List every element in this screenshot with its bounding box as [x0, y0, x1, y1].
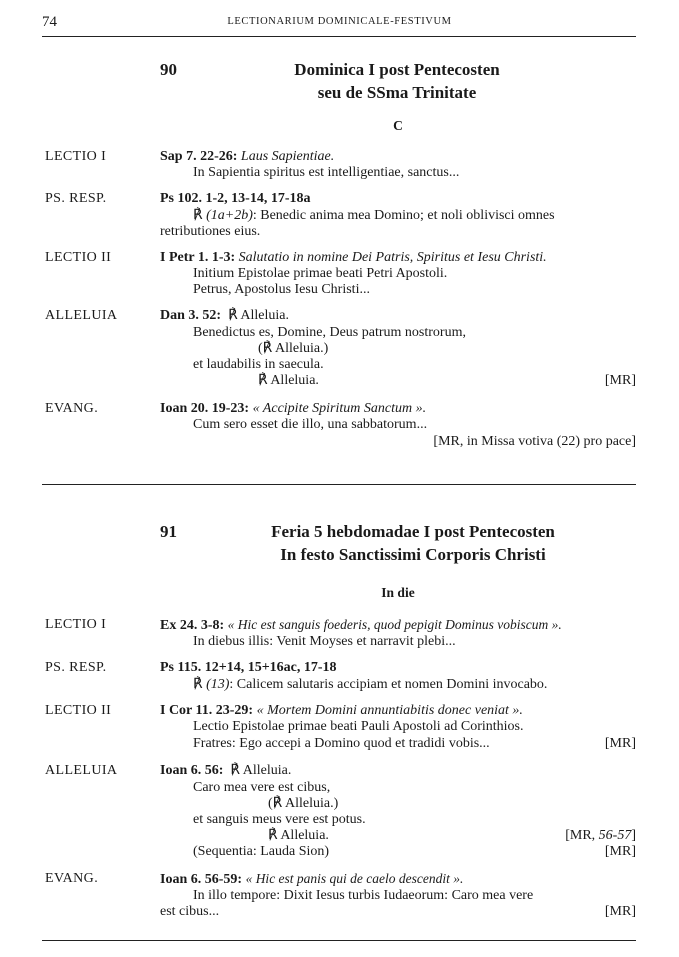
alleluia-line: Caro mea vere est cibus, [193, 780, 331, 795]
reading-title: « Hic est sanguis foederis, quod pepigit Dominus vobiscum ». [227, 617, 562, 632]
alleluia-response: Alleluia.) [284, 796, 339, 811]
liturgical-year: C [393, 118, 403, 133]
alleluia-ref: Dan 3. 52: [160, 308, 222, 323]
source-note: [MR] [604, 844, 636, 859]
response-sign: ℟ [262, 341, 273, 356]
source-note: [MR] [604, 736, 636, 751]
reading-2-heading [160, 702, 523, 719]
source-note [480, 827, 636, 844]
source-note: [MR, in Missa votiva (22) pro pace] [433, 434, 636, 449]
psalm-verse: (1a+2b) [206, 208, 253, 223]
gospel-ref: Ioan 6. 56-59: [160, 872, 243, 887]
alleluia-response: Alleluia. [240, 308, 289, 323]
section-title-line1: Dominica I post Pentecosten [294, 60, 500, 79]
reading-title: Salutatio in nomine Dei Patris, Spiritus et Iesu Christi. [238, 250, 547, 265]
alleluia-ref: Ioan 6. 56: [160, 763, 224, 778]
reading-title: Laus Sapientiae. [240, 149, 335, 164]
response-sign: ℟ [272, 796, 283, 811]
psalm-text: : Calicem salutaris accipiam et nomen Domini invocabo. [229, 677, 548, 692]
label-lectio-2: LECTIO II [45, 250, 112, 265]
label-alleluia: ALLELUIA [45, 763, 118, 778]
reading-ref: I Cor 11. 23-29: [160, 703, 254, 718]
reading-2-heading [160, 249, 547, 266]
reading-ref: Ex 24. 3-8: [160, 618, 225, 633]
source-note-bracket: ] [631, 828, 636, 843]
subtitle: In die [381, 585, 415, 600]
label-alleluia: ALLELUIA [45, 308, 118, 323]
psalm-response [193, 207, 555, 224]
running-title: LECTIONARIUM DOMINICALE-FESTIVUM [227, 16, 452, 27]
psalm-verse: (13) [206, 677, 230, 692]
reading-ref: I Petr 1. 1-3: [160, 250, 236, 265]
alleluia-line: (℟ Alleluia.) [258, 341, 329, 356]
source-note: [MR] [604, 373, 636, 388]
label-psalm: PS. RESP. [45, 660, 107, 675]
psalm-ref: Ps 115. 12+14, 15+16ac, 17-18 [160, 660, 337, 675]
reading-line: Petrus, Apostolus Iesu Christi... [193, 282, 370, 297]
psalm-text: : Benedic anima mea Domino; et noli oblivisci omnes [252, 208, 555, 223]
section-title-line2: seu de SSma Trinitate [317, 83, 477, 102]
response-sign: ℟ [258, 373, 268, 388]
reading-1-heading [160, 616, 562, 634]
label-lectio-1: LECTIO I [45, 617, 107, 632]
alleluia-response: Alleluia. [270, 373, 319, 388]
psalm-ref: Ps 102. 1-2, 13-14, 17-18a [160, 191, 311, 206]
gospel-incipit: In illo tempore: Dixit Iesus turbis Iudaeorum: Caro mea vere [193, 888, 534, 903]
response-sign: ℟ [193, 677, 203, 692]
label-lectio-1: LECTIO I [45, 149, 107, 164]
source-note-text: [MR, [565, 828, 596, 843]
alleluia-line [258, 372, 319, 389]
gospel-ref: Ioan 20. 19-23: [160, 401, 250, 416]
response-sign: ℟ [230, 763, 240, 778]
psalm-response [193, 676, 547, 693]
response-sign: ℟ [268, 828, 278, 843]
alleluia-heading [160, 762, 291, 779]
reading-line: Initium Epistolae primae beati Petri Apostoli. [193, 266, 448, 281]
psalm-text-cont: retributiones eius. [160, 224, 261, 239]
gospel-title: « Accipite Spiritum Sanctum ». [252, 401, 427, 416]
label-gospel: EVANG. [45, 401, 99, 416]
source-note: [MR] [604, 904, 636, 919]
gospel-incipit-cont: est cibus... [160, 904, 220, 919]
alleluia-response: Alleluia. [242, 763, 292, 778]
section-number: 91 [160, 522, 177, 541]
reading-line: Fratres: Ego accepi a Domino quod et tradidi vobis... [193, 736, 490, 751]
gospel-incipit: Cum sero esset die illo, una sabbatorum... [193, 417, 428, 432]
footer-rule [42, 940, 636, 941]
reading-1-heading [160, 148, 334, 165]
header-rule [42, 36, 636, 37]
alleluia-line: Benedictus es, Domine, Deus patrum nostrorum, [193, 325, 466, 340]
section-title-line1: Feria 5 hebdomadae I post Pentecosten [271, 522, 555, 541]
gospel-heading [160, 400, 426, 417]
label-psalm: PS. RESP. [45, 191, 107, 206]
alleluia-response: Alleluia.) [274, 341, 329, 356]
reading-incipit: In diebus illis: Venit Moyses et narravit plebi... [193, 634, 456, 649]
section-divider [42, 484, 636, 485]
reading-line: Lectio Epistolae primae beati Pauli Apostoli ad Corinthios. [193, 719, 524, 734]
label-gospel: EVANG. [45, 871, 99, 886]
gospel-title: « Hic est panis qui de caelo descendit ». [245, 871, 464, 886]
alleluia-line: (℟ Alleluia.) [268, 796, 339, 811]
section-number: 90 [160, 60, 177, 79]
alleluia-heading [160, 307, 289, 324]
response-sign: ℟ [228, 308, 238, 323]
section-title-line2: In festo Sanctissimi Corporis Christi [280, 545, 546, 564]
reading-incipit: In Sapientia spiritus est intelligentiae, sanctus... [193, 165, 460, 180]
source-note-verses: 56-57 [598, 828, 632, 843]
alleluia-line: et sanguis meus vere est potus. [193, 812, 366, 827]
alleluia-line: et laudabilis in saecula. [193, 357, 324, 372]
sequence-note: (Sequentia: Lauda Sion) [193, 844, 330, 859]
label-lectio-2: LECTIO II [45, 703, 112, 718]
alleluia-line [268, 827, 329, 844]
response-sign: ℟ [193, 208, 203, 223]
gospel-heading [160, 870, 463, 888]
page-number: 74 [42, 14, 57, 30]
alleluia-response: Alleluia. [280, 828, 329, 843]
reading-ref: Sap 7. 22-26: [160, 149, 238, 164]
reading-title: « Mortem Domini annuntiabitis donec veniat ». [256, 703, 523, 718]
